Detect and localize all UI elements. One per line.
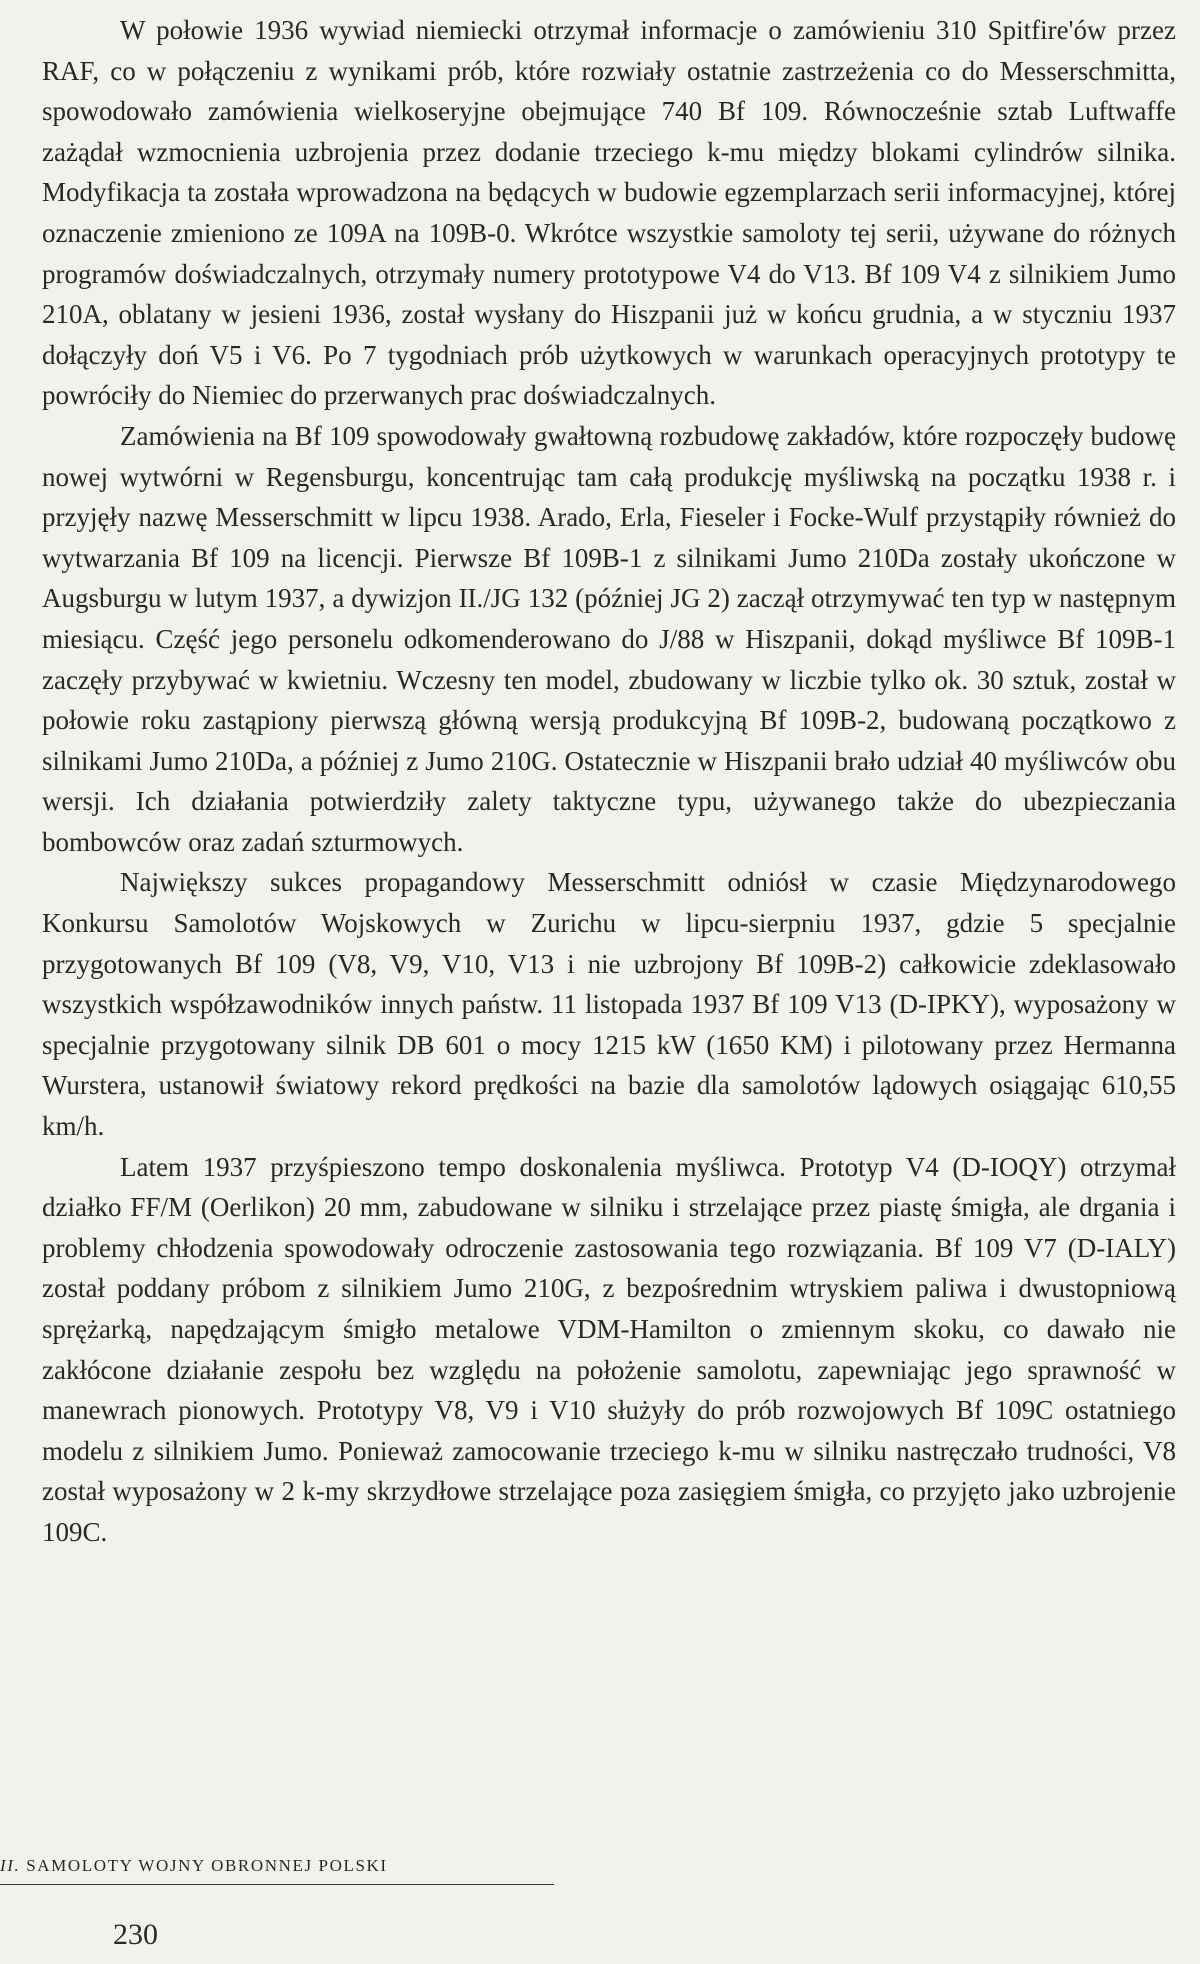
footer-divider xyxy=(0,1884,554,1885)
running-footer xyxy=(0,1856,388,1876)
paragraph: Latem 1937 przyśpieszono tempo doskonalenia myśliwca. Prototyp V4 (D-IOQY) otrzymał działko FF/M (Oerlikon) 20 mm, zabudowane w silniku i strzelające przez piastę śmigła, ale drgania i problemy chłodzenia spowodowały odroczenie zastosowania tego rozwiązania. Bf 109 V7 (D-IALY) został poddany próbom z silnikiem Jumo 210G, z bezpośrednim wtryskiem paliwa i dwustopniową sprężarką, napędzającym śmigło metalowe VDM-Hamilton o zmiennym skoku, co dawało nie zakłócone działanie zespołu bez względu na położenie samolotu, zapewniając jego sprawność w manewrach pionowych. Prototypy V8, V9 i V10 służyły do prób rozwojowych Bf 109C ostatniego modelu z silnikiem Jumo. Ponieważ zamocowanie trzeciego k-mu w silniku nastręczało trudności, V8 został wyposażony w 2 k-my skrzydłowe strzelające poza zasięgiem śmigła, co przyjęto jako uzbrojenie 109C. xyxy=(42,1151,1176,1547)
footer-part-number: II. xyxy=(0,1856,21,1875)
footer-title: SAMOLOTY WOJNY OBRONNEJ POLSKI xyxy=(26,1856,388,1875)
body-text xyxy=(42,10,1176,1553)
paragraph: W połowie 1936 wywiad niemiecki otrzymał informacje o zamówieniu 310 Spitfire'ów przez RAF, co w połączeniu z wynikami prób, które rozwiały ostatnie zastrzeżenia co do Messerschmitta, spowodowało zamówienia wielkoseryjne obejmujące 740 Bf 109. Równocześnie sztab Luftwaffe zażądał wzmocnienia uzbrojenia przez dodanie trzeciego k-mu między blokami cylindrów silnika. Modyfikacja ta została wprowadzona na będących w budowie egzemplarzach serii informacyjnej, której oznaczenie zmieniono ze 109A na 109B-0. Wkrótce wszystkie samoloty tej serii, używane do różnych programów doświadczalnych, otrzymały numery prototypowe V4 do V13. Bf 109 V4 z silnikiem Jumo 210A, oblatany w jesieni 1936, został wysłany do Hiszpanii już w końcu grudnia, a w styczniu 1937 dołączyły doń V5 i V6. Po 7 tygodniach prób użytkowych w warunkach operacyjnych prototypy te powróciły do Niemiec do przerwanych prac doświadczalnych. xyxy=(42,15,1176,411)
paragraph: Największy sukces propagandowy Messerschmitt odniósł w czasie Międzynarodowego Konkursu Samolotów Wojskowych w Zurichu w lipcu-sierpniu 1937, gdzie 5 specjalnie przygotowanych Bf 109 (V8, V9, V10, V13 i nie uzbrojony Bf 109B-2) całkowicie zdeklasowało wszystkich współzawodników innych państw. 11 listopada 1937 Bf 109 V13 (D-IPKY), wyposażony w specjalnie przygotowany silnik DB 601 o mocy 1215 kW (1650 KM) i pilotowany przez Hermanna Wurstera, ustanowił światowy rekord prędkości na bazie dla samolotów lądowych osiągając 610,55 km/h. xyxy=(42,867,1176,1142)
paragraph: Zamówienia na Bf 109 spowodowały gwałtowną rozbudowę zakładów, które rozpoczęły budowę nowej wytwórni w Regensburgu, koncentrując tam całą produkcję myśliwską na początku 1938 r. i przyjęły nazwę Messerschmitt w lipcu 1938. Arado, Erla, Fieseler i Focke-Wulf przystąpiły również do wytwarzania Bf 109 na licencji. Pierwsze Bf 109B-1 z silnikami Jumo 210Da zostały ukończone w Augsburgu w lutym 1937, a dywizjon II./JG 132 (później JG 2) zaczął otrzymywać ten typ w następnym miesiącu. Część jego personelu odkomenderowano do J/88 w Hiszpanii, dokąd myśliwce Bf 109B-1 zaczęły przybywać w kwietniu. Wczesny ten model, zbudowany w liczbie tylko ok. 30 sztuk, został w połowie roku zastąpiony pierwszą główną wersją produkcyjną Bf 109B-2, budowaną początkowo z silnikami Jumo 210Da, a później z Jumo 210G. Ostatecznie w Hiszpanii brało udział 40 myśliwców obu wersji. Ich działania potwierdziły zalety taktyczne typu, używanego także do ubezpieczania bombowców oraz zadań szturmowych. xyxy=(42,420,1176,857)
page-number: 230 xyxy=(113,1918,158,1951)
